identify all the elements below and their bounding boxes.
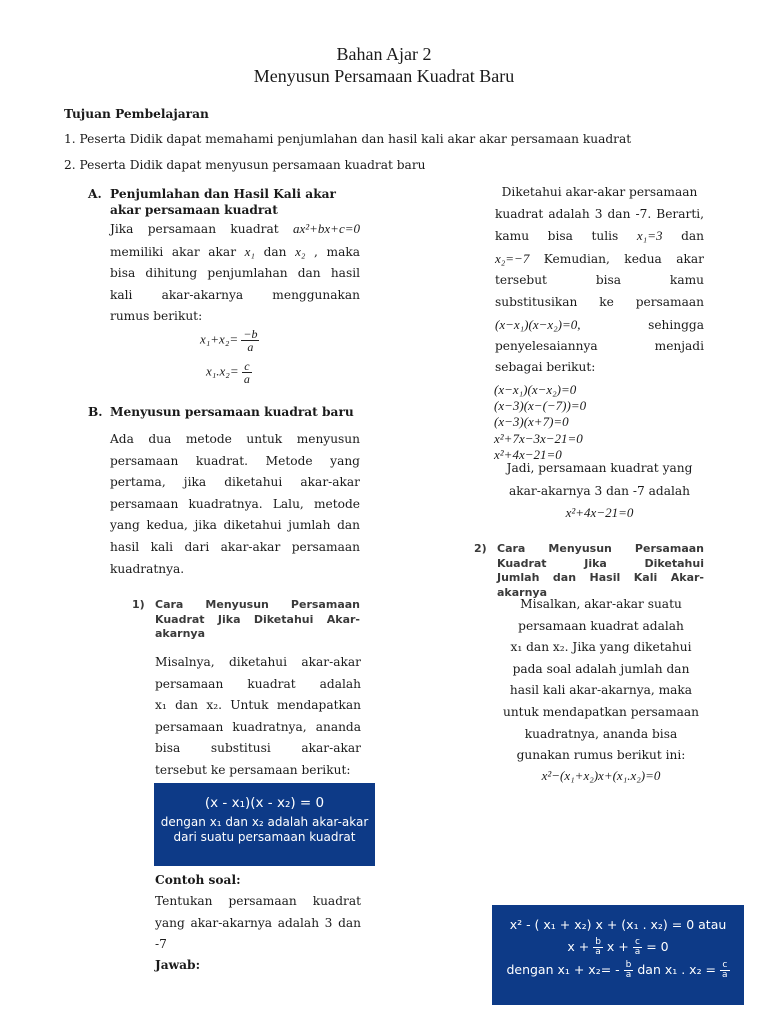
method-1-heading-line: akarnya xyxy=(155,627,206,641)
fraction: $\frac{-b}{a}$ xyxy=(243,327,258,354)
formula-box-2-line: dengan x₁ + x₂= - $\frac{b}{a}$ dan x₁ . x₂ = $\frac{c}{a}$ xyxy=(506,960,728,980)
fraction: $\frac{c}{a}$ xyxy=(243,359,250,386)
worked-example-line: tersebut bisa kamu xyxy=(495,273,704,288)
section-a-heading-line: akar persamaan kuadrat xyxy=(110,203,278,217)
solution-step: (x−3)(x−(−7))=0 xyxy=(494,398,587,414)
conclusion-line: akar-akarnya 3 dan -7 adalah xyxy=(509,483,690,498)
method-2-heading-line: akarnya xyxy=(497,585,548,599)
method-2-line: persamaan kuadrat adalah xyxy=(518,618,684,633)
formula-box-1-line: (x - x₁)(x - x₂) = 0 xyxy=(204,795,325,811)
tujuan-item-1: 1. Peserta Didik dapat memahami penjumlahan dan hasil kali akar akar persamaan kuadrat xyxy=(64,132,632,146)
worked-example-line: x₂=−7 Kemudian, kedua akar xyxy=(495,250,704,266)
section-a-heading-line: Penjumlahan dan Hasil Kali akar xyxy=(110,187,336,201)
solution-step: x²+4x−21=0 xyxy=(494,446,562,462)
product-roots-formula: x₁.x₂= $\frac{c}{a}$ xyxy=(206,359,250,386)
formula-box-2 xyxy=(492,905,744,1005)
formula-box-1-line: dari suatu persamaan kuadrat xyxy=(173,830,356,844)
contoh-soal-line: Tentukan persamaan kuadrat xyxy=(155,894,361,908)
method-1-marker: 1) xyxy=(132,598,145,611)
method-2-heading-line: Jumlah dan Hasil Kali Akar- xyxy=(497,571,704,585)
formula-box-2-line: x² - ( x₁ + x₂) x + (x₁ . x₂) = 0 atau xyxy=(509,917,727,932)
section-b-heading: Menyusun persamaan kuadrat baru xyxy=(110,405,354,419)
formula-box-2-line: x + $\frac{b}{a}$ x + $\frac{c}{a}$ = 0 xyxy=(567,937,669,957)
solution-step: x²+7x−3x−21=0 xyxy=(494,430,583,446)
fraction: $\frac{b}{a}$ xyxy=(625,960,632,980)
method-1-line: bisa substitusi akar-akar xyxy=(155,741,361,756)
section-a-line: kali akar-akarnya menggunakan xyxy=(110,287,360,302)
method-1-line: Misalnya, diketahui akar-akar xyxy=(155,655,361,669)
quadratic-equation: ax²+bx+c=0 xyxy=(292,221,360,236)
conclusion xyxy=(495,458,704,502)
section-a-marker: A. xyxy=(88,187,102,201)
formula-box-1 xyxy=(154,783,375,866)
contoh-soal-line: -7 xyxy=(155,937,167,952)
method-1-heading-line: Cara Menyusun Persamaan xyxy=(155,598,360,611)
method-2-line: Misalkan, akar-akar suatu xyxy=(520,597,682,611)
section-a-line: Jika persamaan kuadrat ax²+bx+c=0 xyxy=(110,221,360,236)
section-b-line: hasil kali dari akar-akar persamaan xyxy=(110,539,360,554)
section-b-line: pertama, jika diketahui akar-akar xyxy=(110,475,360,490)
method-1-heading xyxy=(155,598,360,642)
method-1-body xyxy=(155,652,361,782)
tujuan-item-2: 2. Peserta Didik dapat menyusun persamaan kuadrat baru xyxy=(64,158,426,172)
solution-steps xyxy=(494,382,586,463)
method-2-line: untuk mendapatkan persamaan xyxy=(502,704,700,719)
worked-example-line: penyelesaiannya menjadi xyxy=(495,339,704,354)
page-subtitle: Menyusun Persamaan Kuadrat Baru xyxy=(253,66,515,86)
method-2-heading-line: Kuadrat Jika Diketahui xyxy=(497,556,704,570)
method-2-line: kuadratnya, ananda bisa xyxy=(524,726,678,741)
method-1-line: persamaan kuadratnya, ananda xyxy=(155,719,361,734)
section-a-line: memiliki akar akar x₁ dan x₂ , maka xyxy=(110,243,361,259)
formula-box-1-line: dengan x₁ dan x₂ adalah akar-akar xyxy=(160,815,369,829)
conclusion-equation: x²+4x−21=0 xyxy=(565,505,634,520)
contoh-soal-line: yang akar-akarnya adalah 3 dan xyxy=(155,915,361,930)
method-2-line: gunakan rumus berikut ini: xyxy=(516,748,686,763)
section-b-marker: B. xyxy=(88,405,103,419)
worked-example-line: sebagai berikut: xyxy=(495,359,596,374)
fraction: $\frac{b}{a}$ xyxy=(595,937,601,957)
page-title: Bahan Ajar 2 xyxy=(336,44,432,64)
fraction: $\frac{c}{a}$ xyxy=(634,937,641,957)
method-2-heading-line: Cara Menyusun Persamaan xyxy=(497,542,704,555)
section-b-body xyxy=(110,429,360,580)
contoh-soal-body xyxy=(155,891,361,956)
sum-roots-formula: x₁+x₂= $\frac{-b}{a}$ xyxy=(200,327,258,354)
worked-example-line: substitusikan ke persamaan xyxy=(495,294,704,309)
method-2-formula: x²−(x₁+x₂)x+(x₁.x₂)=0 xyxy=(541,768,661,783)
section-b-line: yang kedua, jika diketahui jumlah dan xyxy=(110,518,360,533)
section-b-line: persamaan kuadratnya. Lalu, metode xyxy=(110,496,360,511)
method-2-line: x₁ dan x₂. Jika yang diketahui xyxy=(510,640,692,655)
section-b-line: persamaan kuadrat. Metode yang xyxy=(110,453,360,468)
method-2-heading xyxy=(497,542,704,600)
worked-example-line: (x−x₁)(x−x₂)=0, sehingga xyxy=(495,316,704,332)
method-1-line: x₁ dan x₂. Untuk mendapatkan xyxy=(155,698,361,713)
section-b-line: Ada dua metode untuk menyusun xyxy=(110,432,360,446)
method-2-body xyxy=(493,594,709,767)
method-2-marker: 2) xyxy=(474,542,487,555)
section-a-heading xyxy=(110,186,370,218)
section-a-line: rumus berikut: xyxy=(110,309,203,324)
contoh-soal-label: Contoh soal: xyxy=(155,873,241,887)
section-b-line: kuadratnya. xyxy=(110,561,185,576)
fraction: $\frac{c}{a}$ xyxy=(722,960,728,980)
worked-example xyxy=(495,182,704,376)
section-a-line: bisa dihitung penjumlahan dan hasil xyxy=(110,266,360,281)
worked-example-line: Diketahui akar-akar persamaan xyxy=(501,185,698,199)
method-1-heading-line: Kuadrat Jika Diketahui Akar- xyxy=(155,612,360,626)
method-2-line: hasil kali akar-akarnya, maka xyxy=(509,683,693,698)
solution-step: (x−x₁)(x−x₂)=0 xyxy=(494,382,577,397)
worked-example-line: kamu bisa tulis x₁=3 dan xyxy=(495,228,704,244)
worked-example-line: kuadrat adalah 3 dan -7. Berarti, xyxy=(495,206,704,221)
method-2-line: pada soal adalah jumlah dan xyxy=(512,661,690,676)
tujuan-heading: Tujuan Pembelajaran xyxy=(64,107,209,121)
method-1-line: persamaan kuadrat adalah xyxy=(155,676,361,691)
method-1-line: tersebut ke persamaan berikut: xyxy=(155,762,351,777)
solution-step: (x−3)(x+7)=0 xyxy=(494,414,569,430)
conclusion-line: Jadi, persamaan kuadrat yang xyxy=(506,461,693,475)
section-a-body xyxy=(110,218,360,328)
jawab-label: Jawab: xyxy=(155,958,201,972)
